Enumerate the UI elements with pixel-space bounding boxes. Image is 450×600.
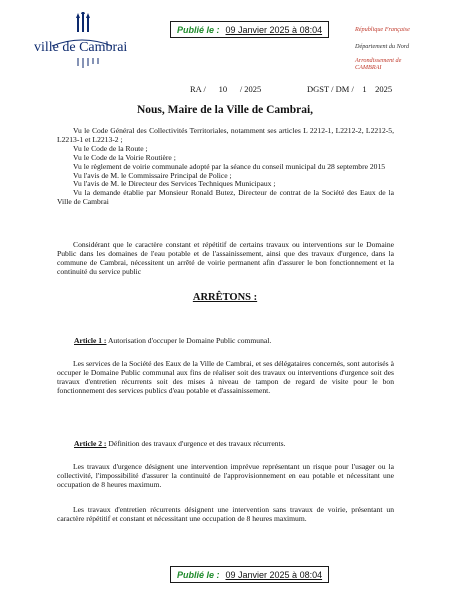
republique-label: République Française (355, 26, 410, 33)
vu-list (57, 127, 394, 207)
logo-text: ville de Cambrai (34, 40, 128, 55)
reference-left: RA / 10 / 2025 (190, 84, 262, 94)
vu-line: Vu le Code de la Route ; (73, 143, 148, 153)
vu-line: Vu le Code de la Voirie Routière ; (73, 152, 176, 162)
city-logo (32, 12, 132, 72)
article-2-number: Article 2 : (74, 439, 107, 448)
article-2-text-2: Les travaux d'entretien récurrents désignent une intervention sans travaux de voirie, présentant un caractère répétitif et constant et nécessitant une occupation de 8 heures maximum. (57, 505, 394, 523)
administrative-header (355, 26, 435, 71)
stamp-label: Publié le : (177, 570, 220, 580)
article-1-number: Article 1 : (74, 336, 107, 345)
article-1-heading (74, 336, 394, 345)
vu-line: Vu l'avis de M. le Directeur des Services Techniques Municipaux ; (73, 179, 276, 189)
publication-stamp-top (170, 21, 329, 38)
article-2-text-1: Les travaux d'urgence désignent une intervention imprévue représentant un risque pour l'usager ou la collectivité, l'impossibilité d'assurer la continuité de l'approvisionnement en eau potable et nécessitant une occupation de 8 heures maximum. (57, 462, 394, 489)
article-1-text: Les services de la Société des Eaux de la Ville de Cambrai, et ses délégataires concernés, sont autorisés à occuper le Domaine Public communal aux fins de réaliser soit des travaux ou interventions d'urgence soit des travaux d'entretien récurrents soit des mises à niveau de tampon de regard de visite pour le bon fonctionnement des services publics d'eau potable et d'assainissement. (57, 359, 394, 395)
arretons-heading: ARRÊTONS : (192, 292, 258, 303)
vu-line: Vu l'avis de M. le Commissaire Principal de Police ; (73, 170, 232, 180)
departement-label: Département du Nord (355, 43, 410, 50)
arrondissement-label: Arrondissement de CAMBRAI (355, 57, 402, 71)
stamp-date: 09 Janvier 2025 à 08:04 (225, 570, 323, 580)
considerant-paragraph: Considérant que le caractère constant et répétitif de certains travaux ou interventions sur le Domaine Public dans les domaines de l'eau potable et de l'assainissement, ainsi que des travaux d'urgence, dans la commune de Cambrai, nécessitent un arrêté de voirie permanent afin d'assurer le bon fonctionnement et la continuité du service public (57, 240, 394, 276)
article-2-title: Définition des travaux d'urgence et des travaux récurrents. (106, 439, 286, 448)
reference-right: DGST / DM / 1 2025 (307, 84, 393, 94)
stamp-label: Publié le : (177, 25, 220, 35)
vu-line: Vu le Code Général des Collectivités Territoriales, notamment ses articles L 2212-1, L2212-2, L2212-5, L2213-1 et L2213-2 ; (57, 126, 394, 144)
logo-underline (32, 58, 132, 70)
vu-line: Vu la demande établie par Monsieur Ronald Butez, Directeur de contrat de la Société des Eaux de la Ville de Cambrai (57, 188, 394, 207)
stamp-date: 09 Janvier 2025 à 08:04 (225, 25, 323, 35)
article-2-heading (74, 439, 394, 448)
vu-line: Vu le règlement de voirie communale adopté par la séance du conseil municipal du 28 septembre 2015 (73, 161, 386, 171)
page-title: Nous, Maire de la Ville de Cambrai, (136, 104, 314, 116)
article-1-title: Autorisation d'occuper le Domaine Public communal. (106, 336, 272, 345)
publication-stamp-bottom (170, 566, 329, 583)
